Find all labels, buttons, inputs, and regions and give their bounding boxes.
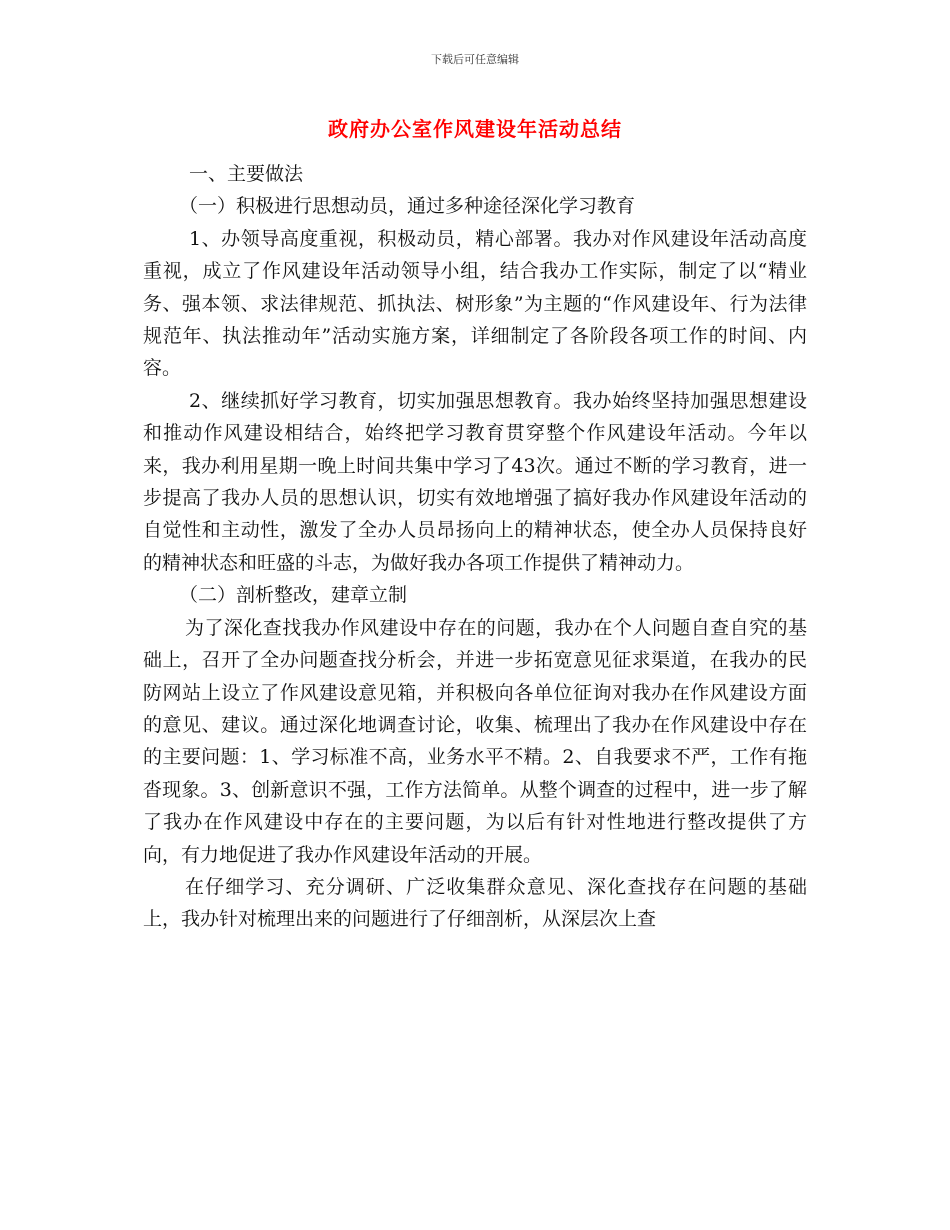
- subsection-heading: （二）剖析整改，建章立制: [179, 584, 408, 607]
- subsection-heading: （一）积极进行思想动员，通过多种途径深化学习教育: [179, 195, 636, 218]
- document-body: [143, 158, 807, 936]
- document-title: 政府办公室作风建设年活动总结: [328, 117, 622, 141]
- paragraph: 1、办领导高度重视，积极动员，精心部署。我办对作风建设年活动高度重视，成立了作风建设年活动领导小组，结合我办工作实际，制定了以“精业务、强本领、求法律规范、抓执法、树形象”为主题的“作风建设年、行为法律规范年、执法推动年”活动实施方案，详细制定了各阶段各项工作的时间、内容。: [143, 227, 807, 380]
- header-note: 下载后可任意编辑: [431, 53, 519, 66]
- paragraph: 在仔细学习、充分调研、广泛收集群众意见、深化查找存在问题的基础上，我办针对梳理出来的问题进行了仔细剖析，从深层次上查: [143, 875, 807, 931]
- section-heading: 一、主要做法: [189, 163, 304, 185]
- paragraph: 为了深化查找我办作风建设中存在的问题，我办在个人问题自查自究的基础上，召开了全办问题查找分析会，并进一步拓宽意见征求渠道，在我办的民防网站上设立了作风建设意见箱，并积极向各单位征询对我办在作风建设方面的意见、建议。通过深化地调查讨论，收集、梳理出了我办在作风建设中存在的主要问题：1、学习标准不高，业务水平不精。2、自我要求不严，工作有拖沓现象。3、创新意识不强，工作方法简单。从整个调查的过程中，进一步了解了我办在作风建设中存在的主要问题，为以后有针对性地进行整改提供了方向，有力地促进了我办作风建设年活动的开展。: [143, 616, 807, 866]
- paragraph: 2、继续抓好学习教育，切实加强思想教育。我办始终坚持加强思想建设和推动作风建设相结合，始终把学习教育贯穿整个作风建设年活动。今年以来，我办利用星期一晚上时间共集中学习了43次。通过不断的学习教育，进一步提高了我办人员的思想认识，切实有效地增强了搞好我办作风建设年活动的自觉性和主动性，激发了全办人员昂扬向上的精神状态，使全办人员保持良好的精神状态和旺盛的斗志，为做好我办各项工作提供了精神动力。: [143, 389, 807, 574]
